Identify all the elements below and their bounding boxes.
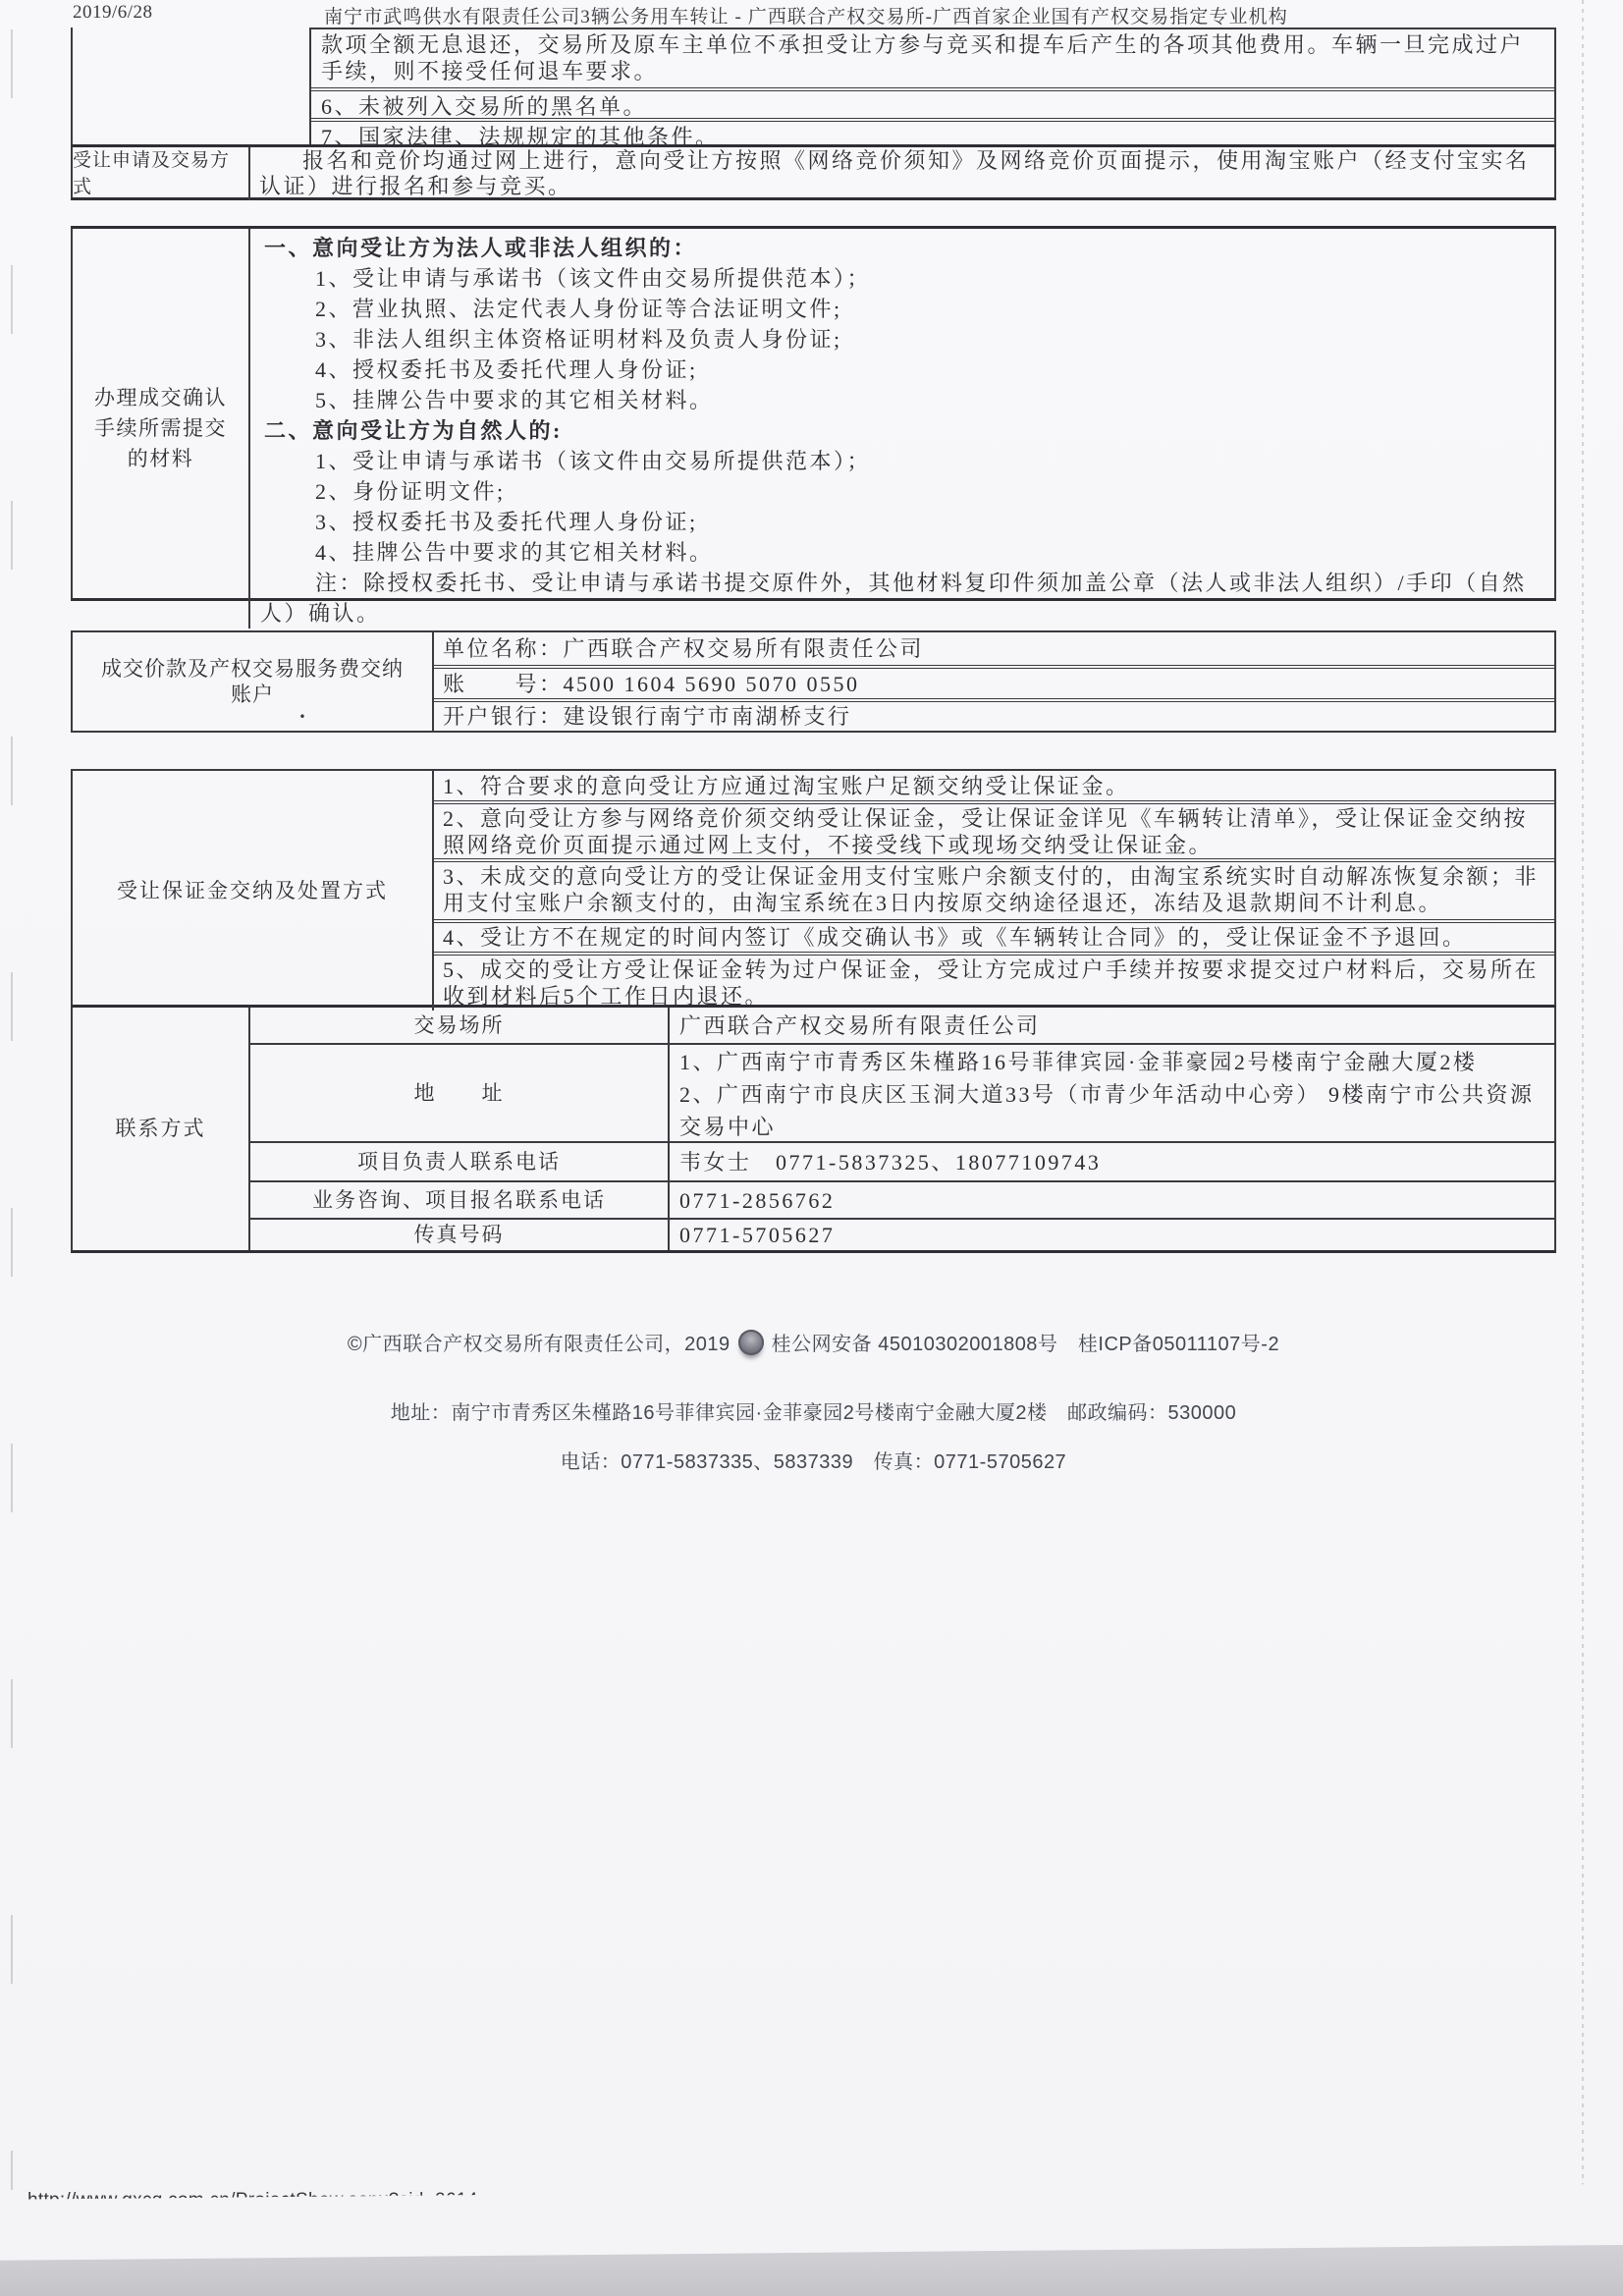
materials-label-cell	[73, 229, 250, 629]
deposit-label-cell	[73, 771, 434, 1011]
materials-line: 一、意向受让方为法人或非法人组织的：	[264, 236, 698, 260]
site-footer-line-1	[71, 1328, 1556, 1356]
print-title: 南宁市武鸣供水有限责任公司3辆公务用车转让 - 广西联合产权交易所-广西首家企业国有产权交易指定专业机构	[324, 7, 1288, 27]
account-row-number: 账 号：4500 1604 5690 5070 0550	[434, 665, 1554, 698]
account-row-bank: 开户银行：建设银行南宁市南湖桥支行	[434, 698, 1554, 731]
deposit-row	[434, 771, 1554, 800]
stray-scan-mark: .	[300, 698, 308, 723]
materials-table	[71, 226, 1556, 626]
materials-line: 5、挂牌公告中要求的其它相关材料。	[315, 388, 714, 412]
contact-address-line-1: 1、广西南宁市青秀区朱槿路16号菲律宾园·金菲豪园2号楼南宁金融大厦2楼	[679, 1050, 1478, 1074]
contact-venue-field	[250, 1008, 670, 1043]
print-date: 2019/6/28	[73, 2, 153, 23]
contact-address-field-label: 地 址	[413, 1080, 505, 1105]
deposit-table	[71, 769, 1556, 1008]
materials-line: 4、授权委托书及委托代理人身份证;	[315, 357, 698, 382]
contact-consult-field-label: 业务咨询、项目报名联系电话	[312, 1187, 606, 1212]
contact-venue-field-label: 交易场所	[413, 1012, 505, 1037]
materials-line: 1、受让申请与承诺书（该文件由交易所提供范本）；	[315, 449, 872, 473]
materials-line: 3、非法人组织主体资格证明材料及负责人身份证;	[315, 327, 842, 352]
deposit-row-text: 4、受让方不在规定的时间内签订《成交确认书》或《车辆转让合同》的，受让保证金不予退回。	[443, 925, 1467, 950]
contact-venue-value: 广西联合产权交易所有限责任公司	[679, 1012, 1041, 1038]
police-badge-icon	[738, 1330, 764, 1355]
materials-note: 注：除授权委托书、受让申请与承诺书提交原件外，其他材料复印件须加盖公章（法人或非法人组织）/手印（自然人）确认。	[260, 571, 1527, 626]
contact-address-field	[250, 1043, 670, 1141]
deposit-row-text: 2、意向受让方参与网络竞价须交纳受让保证金，受让保证金详见《车辆转让清单》，受让保证金交纳按照网络竞价页面提示通过网上支付，不接受线下或现场交纳受让保证金。	[443, 806, 1529, 857]
account-label: 成交价款及产权交易服务费交纳账户	[101, 657, 404, 706]
deposit-row	[434, 952, 1554, 1011]
contact-fax-value: 0771-5705627	[670, 1218, 1554, 1250]
site-footer-address: 地址：南宁市青秀区朱槿路16号菲律宾园·金菲豪园2号楼南宁金融大厦2楼 邮政编码：530000	[390, 1402, 1237, 1424]
deposit-row	[434, 858, 1554, 919]
apply-method-text: 报名和竞价均通过网上进行，意向受让方按照《网络竞价须知》及网络竞价页面提示，使用淘宝账户（经支付宝实名认证）进行报名和参与竞买。	[259, 148, 1530, 198]
account-table	[71, 630, 1556, 733]
deposit-row-text: 3、未成交的意向受让方的受让保证金用支付宝账户余额支付的，由淘宝系统实时自动解冻恢复余额；非用支付宝账户余额支付的，由淘宝系统在3日内按原交纳途径退还，冻结及退款期间不计利息。	[443, 864, 1540, 915]
contact-label-cell	[73, 1008, 250, 1250]
site-footer-beian: 桂公网安备 45010302001808号 桂ICP备05011107号-2	[771, 1334, 1280, 1355]
contact-table	[71, 1008, 1556, 1253]
materials-content-cell	[250, 229, 1554, 629]
deposit-rows	[434, 771, 1554, 1011]
scan-left-edge-artifact	[11, 29, 13, 2190]
conditions-continuation: 款项全额无息退还，交易所及原车主单位不承担受让方参与竞买和提车后产生的各项其他费用。车辆一旦完成过户手续，则不接受任何退车要求。	[321, 32, 1525, 83]
materials-line: 二、意向受让方为自然人的:	[264, 418, 563, 443]
contact-address-value	[670, 1043, 1554, 1141]
contact-manager-field-label: 项目负责人联系电话	[357, 1149, 561, 1174]
contact-consult-value: 0771-2856762	[670, 1180, 1554, 1218]
scan-right-edge-artifact	[1582, 0, 1584, 2255]
conditions-table	[71, 27, 1556, 149]
deposit-row	[434, 800, 1554, 858]
deposit-label: 受让保证金交纳及处置方式	[117, 878, 388, 902]
contact-manager-field	[250, 1141, 670, 1180]
account-row-name: 单位名称：广西联合产权交易所有限责任公司	[443, 636, 925, 661]
materials-line: 2、身份证明文件;	[315, 479, 506, 504]
deposit-row	[434, 919, 1554, 952]
apply-method-table	[71, 144, 1556, 200]
conditions-label-cell-empty	[71, 27, 311, 146]
contact-address-line-2: 2、广西南宁市良庆区玉洞大道33号（市青少年活动中心旁） 9楼南宁市公共资源交易中心	[679, 1082, 1535, 1139]
site-footer-copyright: ©广西联合产权交易所有限责任公司，2019	[347, 1334, 730, 1355]
materials-line: 1、受让申请与承诺书（该文件由交易所提供范本）；	[315, 266, 872, 291]
account-rows	[434, 632, 1554, 731]
deposit-row-text: 5、成交的受让方受让保证金转为过户保证金，受让方完成过户手续并按要求提交过户材料后，交易所在收到材料后5个工作日内退还。	[443, 957, 1540, 1009]
apply-method-label: 受让申请及交易方式	[73, 150, 231, 197]
contact-manager-value: 韦女士 0771-5837325、18077109743	[670, 1141, 1554, 1180]
materials-label: 办理成交确认手续所需提交的材料	[94, 386, 227, 470]
materials-line: 2、营业执照、法定代表人身份证等合法证明文件;	[315, 297, 842, 321]
materials-line: 4、挂牌公告中要求的其它相关材料。	[315, 540, 714, 565]
apply-method-label-cell	[73, 147, 250, 200]
contact-fax-field-label: 传真号码	[413, 1223, 505, 1246]
conditions-content	[311, 27, 1556, 149]
contact-consult-field	[250, 1180, 670, 1218]
condition-item-6: 6、未被列入交易所的黑名单。	[311, 87, 1554, 118]
condition-item-7: 7、国家法律、法规规定的其他条件。	[311, 118, 1554, 146]
site-footer-phone: 电话：0771-5837335、5837339 传真：0771-5705627	[560, 1451, 1067, 1473]
materials-line: 3、授权委托书及委托代理人身份证;	[315, 510, 698, 534]
contact-label: 联系方式	[115, 1117, 206, 1140]
contact-fax-field	[250, 1218, 670, 1250]
account-label-cell	[73, 632, 434, 731]
apply-method-content-cell	[250, 147, 1554, 200]
deposit-row-text: 1、符合要求的意向受让方应通过淘宝账户足额交纳受让保证金。	[443, 773, 1130, 798]
